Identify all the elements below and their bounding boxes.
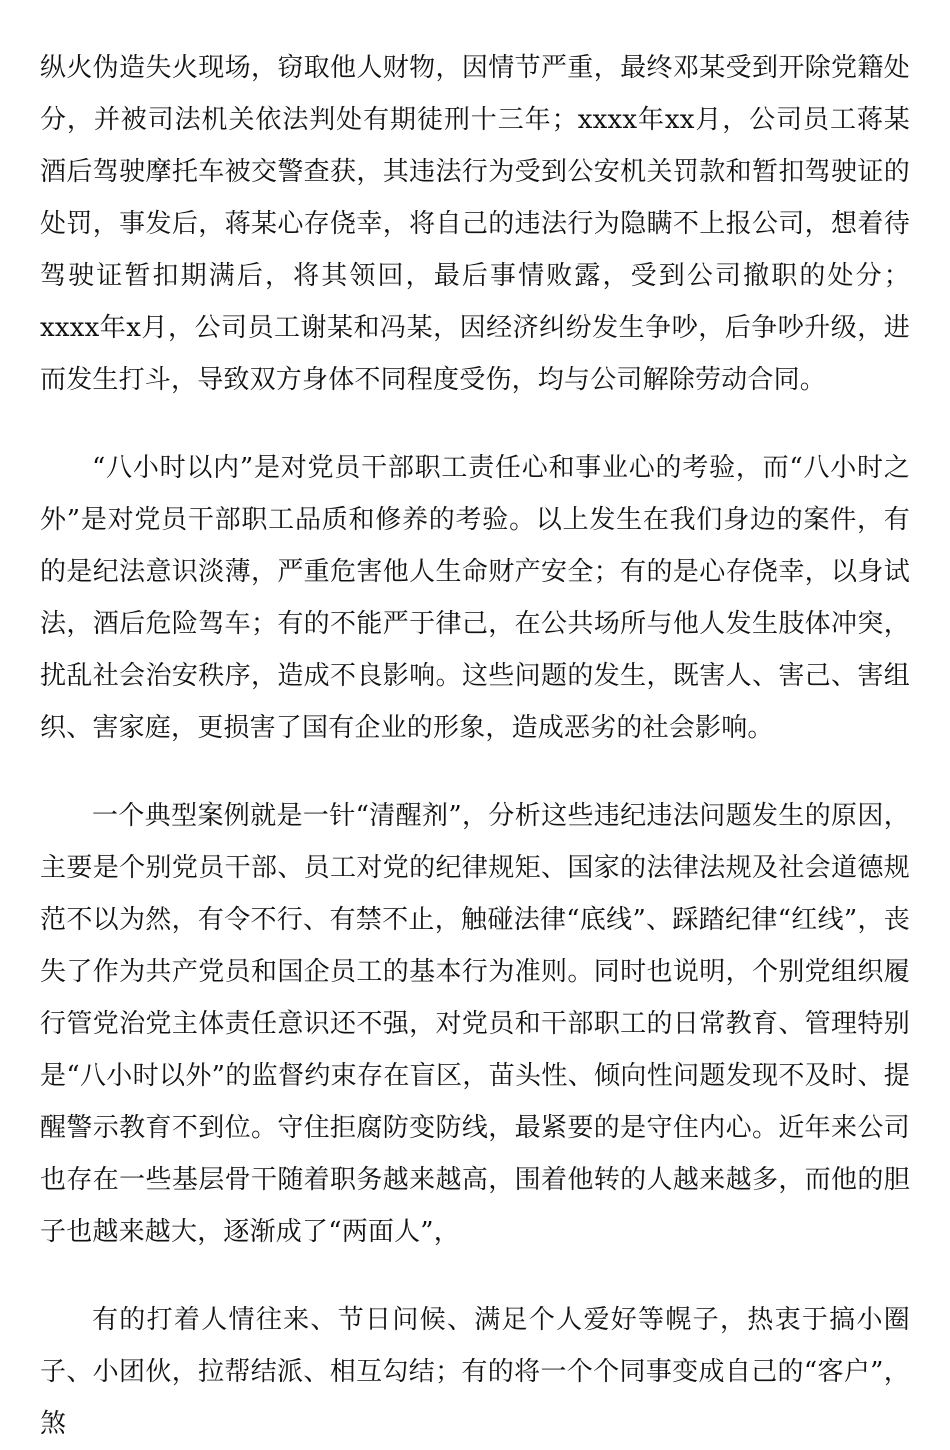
document-page bbox=[40, 0, 910, 1450]
paragraph-small-circles: 有的打着人情往来、节日问候、满足个人爱好等幌子，热衷于搞小圈子、小团伙，拉帮结派、相互勾结；有的将一个个同事变成自己的“客户”，煞 bbox=[40, 1305, 910, 1439]
paragraph-case-details: 纵火伪造失火现场，窃取他人财物，因情节严重，最终邓某受到开除党籍处分，并被司法机关依法判处有期徒刑十三年；xxxx年xx月，公司员工蒋某酒后驾驶摩托车被交警查获，其违法行为受到公安机关罚款和暂扣驾驶证的处罚，事发后，蒋某心存侥幸，将自己的违法行为隐瞒不上报公司，想着待驾驶证暂扣期满后，将其领回，最后事情败露，受到公司撤职的处分；xxxx年x月，公司员工谢某和冯某，因经济纠纷发生争吵，后争吵升级，进而发生打斗，导致双方身体不同程度受伤，均与公司解除劳动合同。 bbox=[40, 53, 910, 395]
paragraph-eight-hours: “八小时以内”是对党员干部职工责任心和事业心的考验，而“八小时之外”是对党员干部职工品质和修养的考验。以上发生在我们身边的案件，有的是纪法意识淡薄，严重危害他人生命财产安全；有的是心存侥幸，以身试法，酒后危险驾车；有的不能严于律己，在公共场所与他人发生肢体冲突，扰乱社会治安秩序，造成不良影响。这些问题的发生，既害人、害己、害组织、害家庭，更损害了国有企业的形象，造成恶劣的社会影响。 bbox=[40, 453, 910, 743]
paragraph-cause-analysis: 一个典型案例就是一针“清醒剂”，分析这些违纪违法问题发生的原因，主要是个别党员干部、员工对党的纪律规矩、国家的法律法规及社会道德规范不以为然，有令不行、有禁不止，触碰法律“底线”、踩踏纪律“红线”，丧失了作为共产党员和国企员工的基本行为准则。同时也说明，个别党组织履行管党治党主体责任意识还不强，对党员和干部职工的日常教育、管理特别是“八小时以外”的监督约束存在盲区，苗头性、倾向性问题发现不及时、提醒警示教育不到位。守住拒腐防变防线，最紧要的是守住内心。近年来公司也存在一些基层骨干随着职务越来越高，围着他转的人越来越多，而他的胆子也越来越大，逐渐成了“两面人”， bbox=[40, 801, 910, 1247]
